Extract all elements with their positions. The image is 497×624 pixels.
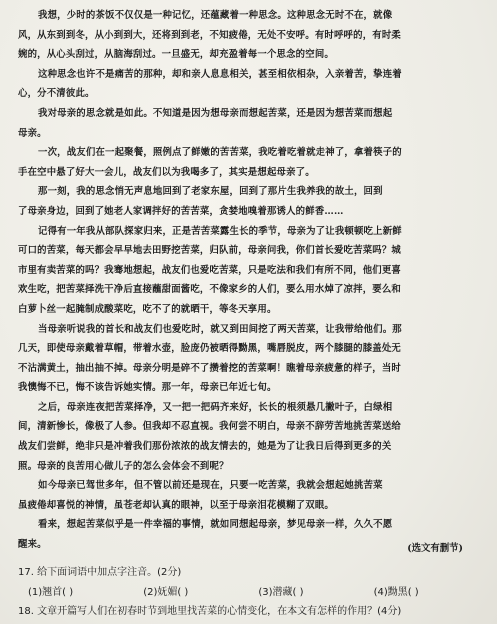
article-line: 间，清新惨长，像极了人参。但我却不忍直视。我何尝不明白，母亲不辞劳苦地挑苦菜送给 (18, 421, 402, 433)
article-body (18, 6, 480, 555)
article-line: 手在空中悬了好大一会儿，战友们以为我喝多了，其实是想起母亲了。 (18, 166, 315, 178)
article-line: 之后，母亲连夜把苦菜择净，又一把一把码齐来好，长长的根须悬几撇叶子，白绿相 (38, 401, 393, 413)
article-line: 我懊悔不已，悔不该告诉她实情。那一年，母亲已年近七旬。 (18, 382, 277, 394)
q17-item-2: (2)妩媚( ) (143, 587, 189, 598)
article-source-note: (选文有删节) (407, 543, 463, 554)
question-17-prompt: 17. 给下面词语中加点字注音。(2分) (18, 567, 182, 578)
article-line: 醒来。 (18, 539, 47, 551)
q17-item-1: (1)翘首( ) (28, 587, 74, 598)
article-line: 市里有卖苦菜的吗？我骞地想起，战友们也爱吃苦菜，只是吃法和我们有所不同，他们更喜 (18, 264, 402, 276)
article-line: 那一刻，我的思念悄无声息地回到了老家东屋，回到了那片生我养我的故土，回到 (38, 186, 383, 198)
article-line: 可口的苦菜，每天都会早早地去田野挖苦菜，归队前，母亲问我，你们首长爱吃苦菜吗？城 (18, 245, 402, 257)
article-line: 心，分不清彼此。 (18, 88, 95, 100)
article-line: 婉的，从心头刮过，从脑海刮过。一旦盛无，却充盈着每一个思念的空间。 (18, 49, 334, 61)
article-line: 看来，想起苦菜似乎是一件幸福的事情，就如同想起母亲，梦见母亲一样，久久不愿 (38, 519, 393, 531)
question-18-prompt: 18. 文章开篇写人们在初春时节到地里找苦菜的心情变化，在本文有怎样的作用？(4分) (18, 606, 402, 617)
article-line: 了母亲身边，回到了她老人家调拌好的苦苦菜，贪婪地嗅着那诱人的鲜香…… (18, 205, 344, 217)
q17-item-4: (4)黝黑( ) (373, 587, 419, 598)
article-line: 这种思念也许不是痛苦的那种，却和亲人息息相关，甚至相依相杂，入亲着苦，挚连着 (38, 68, 402, 80)
article-line: 我对母亲的思念就是如此。不知道是因为想母亲而想起苦菜，还是因为想苦菜而想起 (38, 107, 393, 119)
article-line: 一次，战友们在一起聚餐，照例点了鲜嫩的苦苦菜，我吃着吃着就走神了，拿着筷子的 (38, 147, 402, 159)
article-line: 白萝卜丝一起腌制成酸菜吃，吃不了的就晒干，等冬天享用。 (18, 303, 277, 315)
question-17-items (28, 583, 419, 598)
article-line: 如今母亲已驾世多年，但不管以前还是现在，只要一吃苦菜，我就会想起她挑苦菜 (38, 480, 383, 492)
article-line: 照。母亲的良苦用心做儿子的怎么会体会不到呢？ (18, 460, 229, 472)
article-line: 几天，即使母亲戴着草帽，带着水壶，脸庞仍被晒得黝黑，嘴唇脱皮，两个膝腿的膝盖处无 (18, 343, 402, 355)
article-line: 我想，少时的茶饭不仅仅是一种记忆，还蕴藏着一种思念。这种思念无时不在，就像 (38, 10, 393, 21)
article-line: 当母亲听说我的首长和战友们也爱吃时，就又到田间挖了两天苦菜，让我带给他们。那 (38, 323, 402, 335)
article-line: 虽疲倦却喜悦的神情，虽苍老却认真的眼神，以至于母亲泪花模糊了双眼。 (18, 499, 334, 511)
article-line: 风，从东到到冬，从小到到大，还将到到老，不知疲倦，无处不安呼。有时呼呼的，有时柔 (18, 29, 402, 41)
article-line: 母亲。 (18, 127, 47, 139)
article-line: 欢生吃，把苦菜择洗干净后直接蘸甜面酱吃，不像家乡的人们，要么用水焯了凉拌，要么和 (18, 284, 402, 296)
article-line: 战友们尝鲜，绝非只是冲着我们那份浓浓的战友情去的，她是为了让我日后得到更多的关 (18, 441, 392, 453)
article-line: 记得有一年我从部队探家归来，正是苦苦菜露生长的季节，母亲为了让我顿顿吃上新鲜 (38, 225, 402, 237)
q17-item-3: (3)潜藏( ) (258, 587, 304, 598)
article-line: 不沾满黄土，抽出抽不掉。母亲分明是碎不了攒着挖的苦菜啊！瞧着母亲疲惫的样子，当时 (18, 362, 402, 374)
